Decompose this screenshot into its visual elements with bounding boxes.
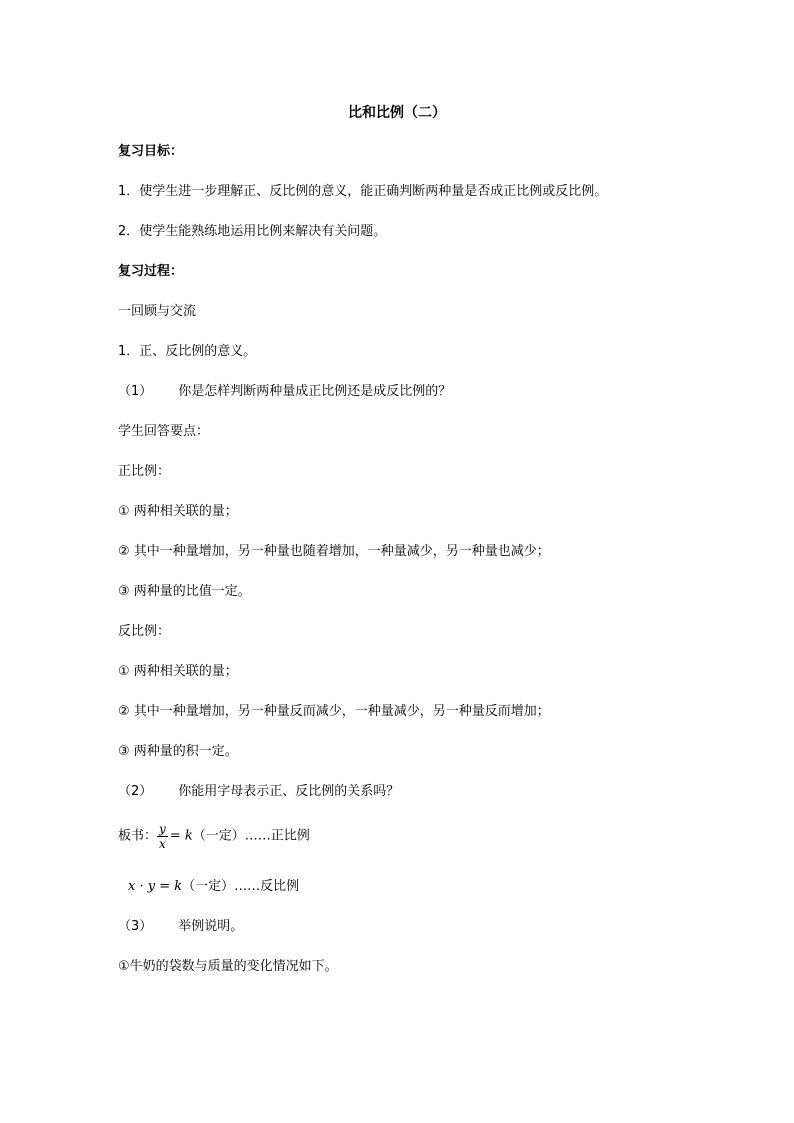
goal-item-2: 2．使学生能熟练地运用比例来解决有关问题。 xyxy=(118,224,387,239)
goal-item-1: 1．使学生进一步理解正、反比例的意义，能正确判断两种量是否成正比例或反比例。 xyxy=(118,184,608,199)
question-1-number: （1） xyxy=(118,384,153,399)
question-2 xyxy=(118,783,399,801)
question-2-number: （2） xyxy=(118,784,153,799)
review-process-heading: 复习过程： xyxy=(118,264,184,279)
review-goals-heading: 复习目标： xyxy=(118,144,184,159)
product-formula: x · y = k xyxy=(128,879,183,894)
example-milk-bags: ①牛奶的袋数与质量的变化情况如下。 xyxy=(118,959,338,974)
question-3-number: （3） xyxy=(118,919,153,934)
direct-point-1: ① 两种相关联的量； xyxy=(118,504,238,519)
inverse-point-2: ② 其中一种量增加，另一种量反而减少，一种量减少，另一种量反而增加； xyxy=(118,704,550,719)
page-title: 比和比例（二） xyxy=(348,105,446,121)
subsection-meaning: 1．正、反比例的意义。 xyxy=(118,344,257,359)
fraction-numerator: y xyxy=(159,822,166,836)
direct-point-2: ② 其中一种量增加，另一种量也随着增加，一种量减少，另一种量也减少； xyxy=(118,544,550,559)
answer-points-label: 学生回答要点： xyxy=(118,424,210,439)
equals-k: = k xyxy=(169,828,193,844)
direct-formula-note: （一定）……正比例 xyxy=(192,828,310,844)
board-label: 板书： xyxy=(118,828,158,844)
direct-proportion-label: 正比例： xyxy=(118,464,171,479)
section-review-exchange: 一回顾与交流 xyxy=(118,304,197,319)
fraction-denominator: x xyxy=(159,837,166,851)
board-direct-formula xyxy=(118,822,310,851)
question-3-text: 举例说明。 xyxy=(178,919,244,934)
question-1 xyxy=(118,383,451,401)
inverse-formula-note: （一定）……反比例 xyxy=(182,879,300,894)
inverse-point-1: ① 两种相关联的量； xyxy=(118,664,238,679)
direct-point-3: ③ 两种量的比值一定。 xyxy=(118,584,251,599)
inverse-proportion-label: 反比例： xyxy=(118,624,171,639)
ratio-fraction xyxy=(157,822,168,851)
question-2-text: 你能用字母表示正、反比例的关系吗？ xyxy=(178,784,400,799)
question-3 xyxy=(118,918,243,936)
board-inverse-formula xyxy=(128,878,299,896)
inverse-point-3: ③ 两种量的积一定。 xyxy=(118,744,238,759)
question-1-text: 你是怎样判断两种量成正比例还是成反比例的？ xyxy=(178,384,452,399)
